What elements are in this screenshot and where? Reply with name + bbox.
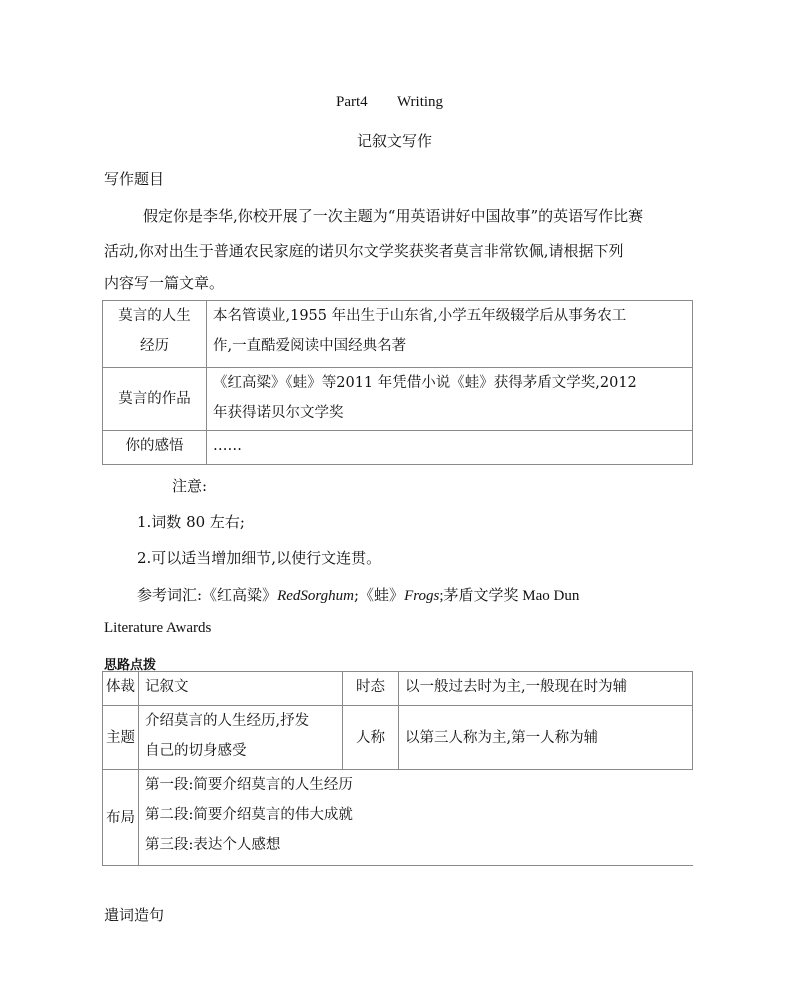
vocab-suffix: ;茅盾文学奖 Mao Dun xyxy=(439,588,580,604)
theme-value: 介绍莫言的人生经历,抒发 自己的切身感受 xyxy=(139,706,343,770)
person-label: 人称 xyxy=(343,706,399,770)
layout-label: 布局 xyxy=(103,770,139,866)
layout-paragraph-3: 第三段:表达个人感想 xyxy=(145,837,281,853)
prompt-section-label: 写作题目 xyxy=(104,170,165,188)
genre-value: 记叙文 xyxy=(139,672,343,706)
part-label: Part4 xyxy=(336,94,368,110)
layout-paragraph-2: 第二段:简要介绍莫言的伟大成就 xyxy=(145,807,353,823)
table-row xyxy=(103,770,693,866)
layout-paragraph-1: 第一段:简要介绍莫言的人生经历 xyxy=(145,777,353,793)
genre-label: 体裁 xyxy=(103,672,139,706)
prompt-line-1: 假定你是李华,你校开展了一次主题为“用英语讲好中国故事”的英语写作比赛 xyxy=(143,207,644,225)
outline-heading: 思路点拨 xyxy=(104,658,157,673)
prompt-line-2: 活动,你对出生于普通农民家庭的诺贝尔文学奖获奖者莫言非常钦佩,请根据下列 xyxy=(104,242,624,260)
vocab-line xyxy=(137,584,579,605)
info-table xyxy=(102,300,693,465)
table-row xyxy=(103,301,693,368)
row-label: 莫言的人生 经历 xyxy=(103,301,207,368)
tense-value: 以一般过去时为主,一般现在时为辅 xyxy=(399,672,693,706)
row-label: 莫言的作品 xyxy=(103,368,207,431)
row-content: …… xyxy=(207,431,693,465)
tense-label: 时态 xyxy=(343,672,399,706)
table-row xyxy=(103,431,693,465)
table-row xyxy=(103,672,693,706)
vocab-term-2: Frogs xyxy=(404,588,440,604)
notes-item-1: 1.词数 80 左右; xyxy=(137,513,245,531)
word-choice-section-label: 遣词造句 xyxy=(104,906,165,924)
notes-title: 注意: xyxy=(172,477,208,495)
row-content: 本名管谟业,1955 年出生于山东省,小学五年级辍学后从事务农工 作,一直酷爱阅读中国经典名著 xyxy=(207,301,693,368)
vocab-prefix: 参考词汇:《红高粱》 xyxy=(137,586,278,604)
page-subtitle: 记叙文写作 xyxy=(357,132,433,150)
table-row xyxy=(103,368,693,431)
vocab-line-2: Literature Awards xyxy=(104,620,212,636)
theme-label: 主题 xyxy=(103,706,139,770)
person-value: 以第三人称为主,第一人称为辅 xyxy=(399,706,693,770)
prompt-line-3: 内容写一篇文章。 xyxy=(104,274,225,292)
page-title: Writing xyxy=(397,94,444,110)
table-row xyxy=(103,706,693,770)
row-content: 《红高粱》《蛙》等2011 年凭借小说《蛙》获得茅盾文学奖,2012 年获得诺贝尔文学奖 xyxy=(207,368,693,431)
row-label: 你的感悟 xyxy=(103,431,207,465)
vocab-sep: ;《蛙》 xyxy=(354,586,405,604)
outline-table xyxy=(102,671,693,866)
notes-item-2: 2.可以适当增加细节,以使行文连贯。 xyxy=(137,549,382,567)
layout-value xyxy=(139,770,693,866)
vocab-term-1: RedSorghum xyxy=(277,588,354,604)
